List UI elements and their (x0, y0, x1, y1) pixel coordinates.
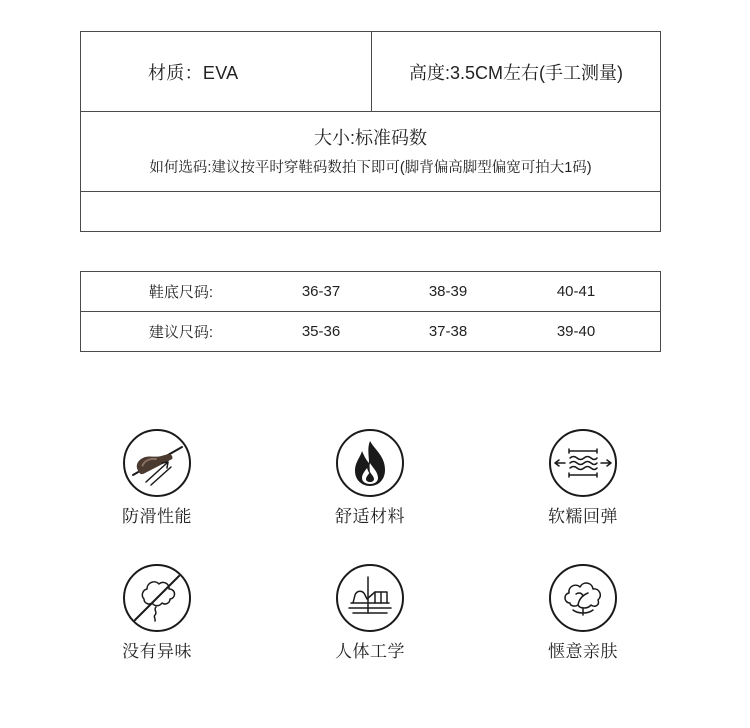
wave-arrows-icon (548, 428, 618, 498)
sole-size-value: 40-41 (556, 283, 596, 300)
no-odor-icon (122, 563, 192, 633)
feature-label: 没有异味 (122, 642, 192, 661)
feature-label: 防滑性能 (122, 507, 192, 526)
size-title: 大小:标准码数 (313, 128, 427, 148)
feature-comfort-material (300, 428, 440, 530)
size-table (80, 271, 661, 352)
sole-size-label: 鞋底尺码: (148, 284, 214, 301)
feature-soft-rebound (513, 428, 653, 530)
anti-slip-icon (122, 428, 192, 498)
spec-table (80, 31, 661, 232)
feature-label: 人体工学 (335, 642, 405, 661)
recommended-size-value: 37-38 (428, 323, 468, 340)
height-text: 高度:3.5CM左右(手工测量) (408, 62, 623, 83)
ergonomic-icon (335, 563, 405, 633)
feature-no-odor (87, 563, 227, 665)
spec-row-material-height (81, 32, 660, 112)
flame-icon (335, 428, 405, 498)
sole-size-value: 38-39 (428, 283, 468, 300)
feature-label: 惬意亲肤 (548, 642, 618, 661)
recommended-size-label: 建议尺码: (148, 324, 214, 341)
feature-label: 软糯回弹 (548, 507, 618, 526)
spec-row-empty (81, 192, 660, 231)
feature-skin-friendly (513, 563, 653, 665)
recommended-size-value: 39-40 (556, 323, 596, 340)
size-tip: 如何选码:建议按平时穿鞋码数拍下即可(脚背偏高脚型偏宽可拍大1码) (149, 160, 592, 176)
size-row-sole (81, 272, 660, 312)
feature-label: 舒适材料 (335, 507, 405, 526)
size-row-recommended (81, 312, 660, 351)
material-text: 材质：EVA (148, 62, 239, 83)
sole-size-value: 36-37 (301, 283, 341, 300)
material-cell (81, 32, 372, 111)
feature-ergonomic (300, 563, 440, 665)
cotton-icon (548, 563, 618, 633)
recommended-size-value: 35-36 (301, 323, 341, 340)
feature-anti-slip (87, 428, 227, 530)
height-cell (372, 32, 660, 111)
spec-row-size (81, 112, 660, 192)
